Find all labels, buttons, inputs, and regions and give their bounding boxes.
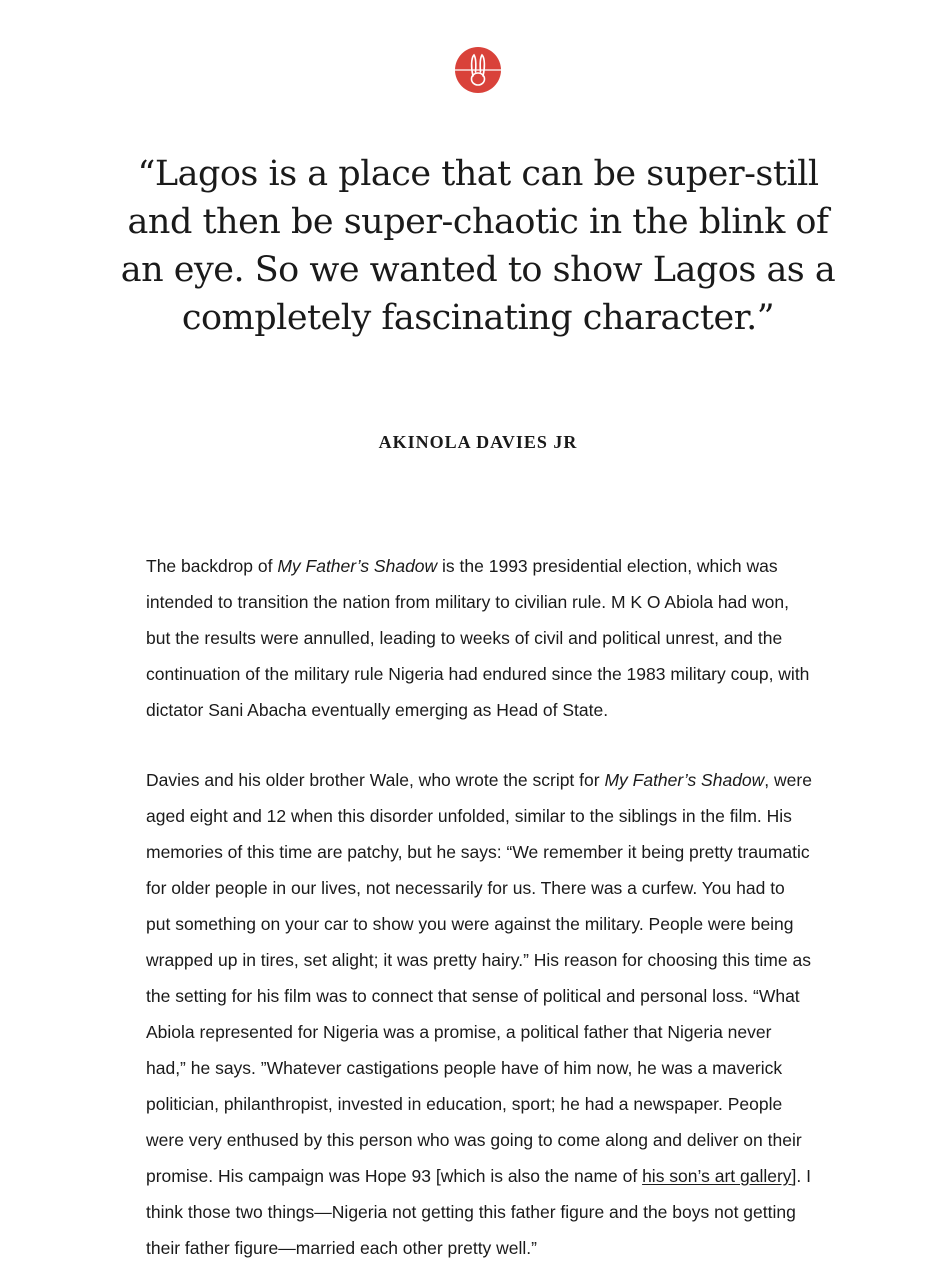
p2-text-b: , were aged eight and 12 when this disorder unfolded, similar to the siblings in the film. His memories of this time are patchy, but he says: “We remember it being pretty traumatic for older people in our lives, not necessarily for us. There was a curfew. You had to put something on your car to show you were against the military. People were being wrapped up in tires, set alight; it was pretty hairy.” His reason for choosing this time as the setting for his film was to connect that sense of political and personal loss. “What Abiola represented for Nigeria was a promise, a political father that Nigeria never had,” he says. ”Whatever castigations people have of him now, he was a maverick politician, philanthropist, invested in education, sport; he had a newspaper. People were very enthused by this person who was going to come along and deliver on their promise. His campaign was Hope 93 [which is also the name of	[146, 770, 812, 1186]
p2-text-a: Davies and his older brother Wale, who wrote the script for	[146, 770, 605, 790]
site-logo[interactable]	[454, 46, 502, 94]
art-gallery-link[interactable]: his son’s art gallery	[642, 1166, 792, 1186]
quote-attribution: AKINOLA DAVIES JR	[378, 432, 578, 452]
film-title: My Father’s Shadow	[604, 770, 765, 790]
p1-text-b: is the 1993 presidential election, which was intended to transition the nation from military to civilian rule. M K O Abiola had won, but the results were annulled, leading to weeks of civil and political unrest, and the continuation of the military rule Nigeria had endured since the 1983 military coup, with dictator Sani Abacha eventually emerging as Head of State.	[146, 556, 810, 720]
p1-text-a: The backdrop of	[146, 556, 278, 576]
film-title: My Father’s Shadow	[277, 556, 438, 576]
article-paragraph-2	[146, 762, 812, 1266]
p2-text-c: ]. I think those two things—Nigeria not getting this father figure and the boys not getting their father figure—married each other pretty well.”	[146, 1166, 811, 1258]
bunny-icon	[454, 46, 502, 94]
article-paragraph-1	[146, 548, 812, 728]
pull-quote: “Lagos is a place that can be super-still and then be super-chaotic in the blink of an eye. So we wanted to show Lagos as a completely fascinating character.”	[120, 154, 836, 338]
